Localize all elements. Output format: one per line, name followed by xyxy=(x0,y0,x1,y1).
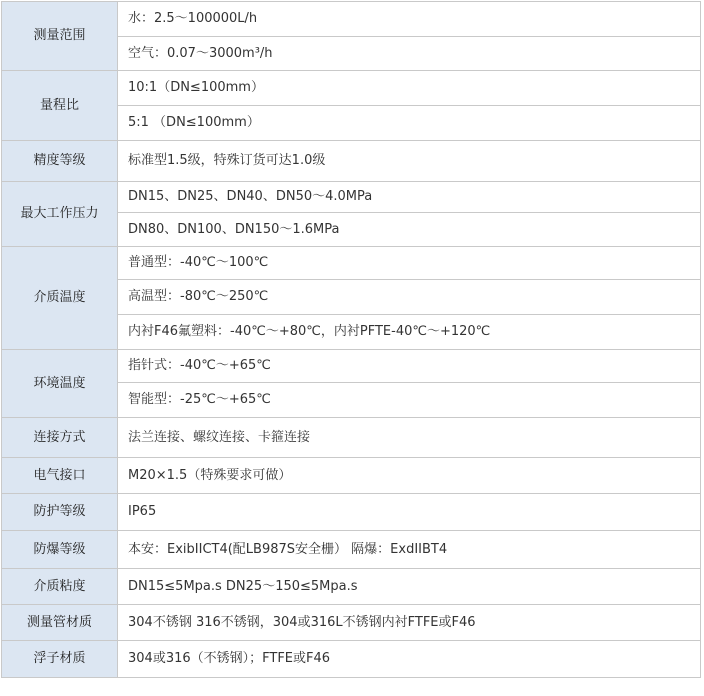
table-row xyxy=(2,494,701,531)
row-value: 本安：ExibIICT4(配LB987S安全栅） 隔爆：ExdIIBT4 xyxy=(118,531,701,569)
row-value: 普通型：-40℃～100℃ xyxy=(118,247,701,280)
table-row xyxy=(2,418,701,458)
row-label-explosion-proof-class: 防爆等级 xyxy=(2,531,118,569)
row-value: 标准型1.5级，特殊订货可达1.0级 xyxy=(118,141,701,182)
table-row xyxy=(2,641,701,678)
row-label-accuracy-class: 精度等级 xyxy=(2,141,118,182)
table-row xyxy=(2,2,701,37)
table-row xyxy=(2,350,701,383)
row-value: 10:1（DN≤100mm） xyxy=(118,71,701,106)
row-label-measuring-range: 测量范围 xyxy=(2,2,118,71)
table-row xyxy=(2,458,701,494)
table-row xyxy=(2,605,701,641)
row-label-turndown-ratio: 量程比 xyxy=(2,71,118,141)
row-value: DN80、DN100、DN150～1.6MPa xyxy=(118,213,701,247)
table-row xyxy=(2,531,701,569)
row-label-tube-material: 测量管材质 xyxy=(2,605,118,641)
row-value: 内衬F46氟塑料：-40℃～+80℃，内衬PFTE-40℃～+120℃ xyxy=(118,315,701,350)
spec-table xyxy=(1,1,701,678)
row-value: 5:1 （DN≤100mm） xyxy=(118,106,701,141)
row-value: IP65 xyxy=(118,494,701,531)
table-row xyxy=(2,141,701,182)
row-value: 法兰连接、螺纹连接、卡箍连接 xyxy=(118,418,701,458)
row-label-ambient-temperature: 环境温度 xyxy=(2,350,118,418)
row-value: 304或316（不锈钢）；FTFE或F46 xyxy=(118,641,701,678)
row-value: 空气：0.07～3000m³/h xyxy=(118,37,701,71)
row-value: 水：2.5～100000L/h xyxy=(118,2,701,37)
table-row xyxy=(2,182,701,213)
row-label-medium-viscosity: 介质粘度 xyxy=(2,569,118,605)
row-value: 智能型：-25℃～+65℃ xyxy=(118,383,701,418)
row-value: 高温型：-80℃～250℃ xyxy=(118,280,701,315)
row-value: 304不锈钢 316不锈钢，304或316L不锈钢内衬FTFE或F46 xyxy=(118,605,701,641)
table-row xyxy=(2,569,701,605)
row-value: DN15、DN25、DN40、DN50～4.0MPa xyxy=(118,182,701,213)
row-label-medium-temperature: 介质温度 xyxy=(2,247,118,350)
row-value: 指针式：-40℃～+65℃ xyxy=(118,350,701,383)
row-value: M20×1.5（特殊要求可做） xyxy=(118,458,701,494)
table-row xyxy=(2,247,701,280)
row-label-connection-type: 连接方式 xyxy=(2,418,118,458)
row-value: DN15≤5Mpa.s DN25～150≤5Mpa.s xyxy=(118,569,701,605)
row-label-protection-class: 防护等级 xyxy=(2,494,118,531)
row-label-electrical-interface: 电气接口 xyxy=(2,458,118,494)
table-row xyxy=(2,71,701,106)
row-label-float-material: 浮子材质 xyxy=(2,641,118,678)
row-label-max-working-pressure: 最大工作压力 xyxy=(2,182,118,247)
